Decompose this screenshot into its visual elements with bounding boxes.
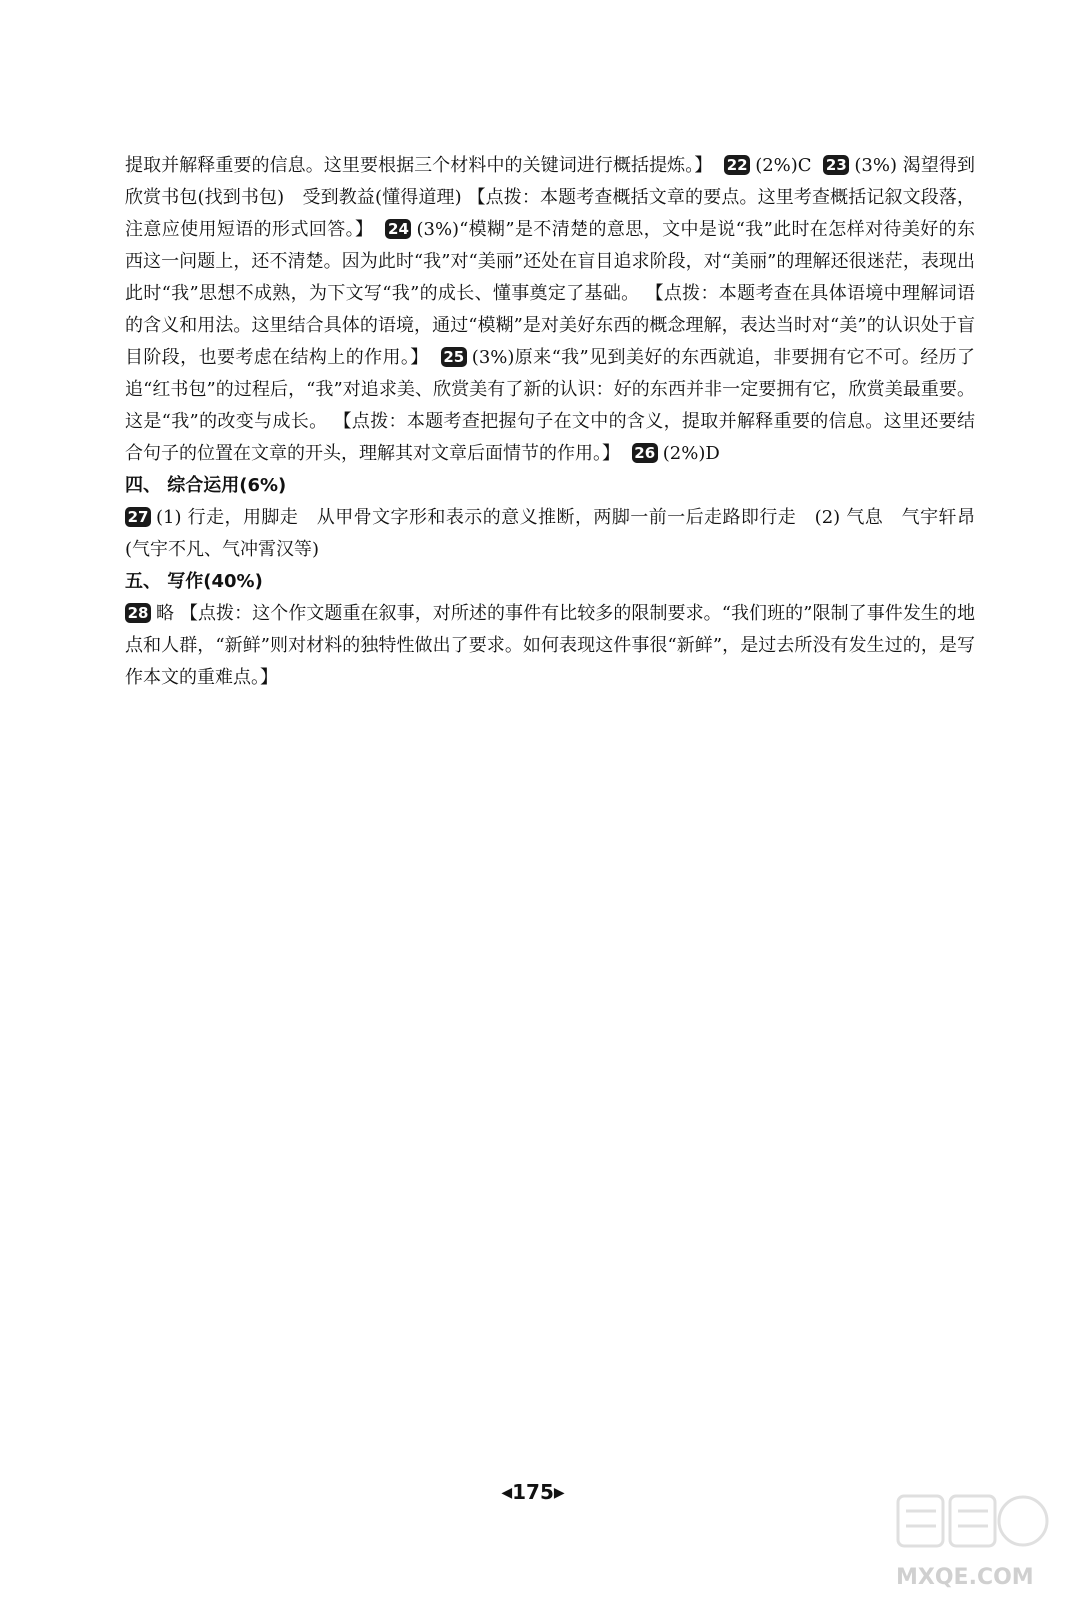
question-number-23: 23 bbox=[823, 155, 849, 175]
answer-24-text: (3%)“模糊”是不清楚的意思，文中是说“我”此时在怎样对待美好的东西这一问题上，还不清楚。因为此时“我”对“美丽”还处在盲目追求阶段，对“美丽”的理解还很迷茫，表现出此时“我”思想不成熟，为下文写“我”的成长、懂事奠定了基础。 【点拨：本题考查在具体语境中理解词语的含义和用法。这里结合具体的语境，通过“模糊”是对美好东西的概念理解，表达当时对“美”的认识处于盲目阶段，也要考虑在结构上的作用。】 bbox=[125, 219, 975, 368]
answer-28-text: 略 【点拨：这个作文题重在叙事，对所述的事件有比较多的限制要求。“我们班的”限制了事件发生的地点和人群，“新鲜”则对材料的独特性做出了要求。如何表现这件事很“新鲜”，是过去所没有发生过的，是写作本文的重难点。】 bbox=[125, 603, 975, 688]
answer-23-text: (3%) 渴望得到 欣赏书包(找到书包) 受到教益(懂得道理) 【点拨：本题考查概括文章的要点。这里考查概括记叙文段落，注意应使用短语的形式回答。】 bbox=[125, 155, 993, 240]
watermark-logo bbox=[888, 1486, 1058, 1596]
answer-paragraph-27 bbox=[125, 502, 975, 566]
answer-content bbox=[125, 150, 993, 694]
left-triangle-icon: ◀ bbox=[501, 1485, 513, 1501]
question-number-25: 25 bbox=[441, 347, 467, 367]
question-number-22: 22 bbox=[724, 155, 750, 175]
question-number-24: 24 bbox=[385, 219, 411, 239]
answer-paragraph-22-26 bbox=[125, 150, 993, 470]
section-heading-5: 五、 写作(40%) bbox=[125, 571, 263, 592]
page-number: 175 bbox=[512, 1480, 554, 1504]
answer-25-text: (3%)原来“我”见到美好的东西就追，非要拥有它不可。经历了追“红书包”的过程后，“我”对追求美、欣赏美有了新的认识：好的东西并非一定要拥有它，欣赏美最重要。这是“我”的改变与成长。 【点拨：本题考查把握句子在文中的含义，提取并解释重要的信息。这里还要结合句子的位置在文章的开头，理解其对文章后面情节的作用。】 bbox=[125, 347, 975, 464]
question-number-26: 26 bbox=[632, 443, 658, 463]
answer-22-text: (2%)C bbox=[755, 155, 812, 176]
watermark-icon bbox=[898, 1496, 1047, 1546]
question-number-28: 28 bbox=[125, 603, 151, 623]
section-heading-4: 四、 综合运用(6%) bbox=[125, 475, 287, 496]
question-number-27: 27 bbox=[125, 507, 151, 527]
answer-21-tail-text: 提取并解释重要的信息。这里要根据三个材料中的关键词进行概括提炼。】 bbox=[125, 155, 713, 176]
answer-paragraph-28 bbox=[125, 598, 975, 694]
answer-27-text: (1) 行走，用脚走 从甲骨文字形和表示的意义推断，两脚一前一后走路即行走 (2) 气息 气宇轩昂(气宇不凡、气冲霄汉等) bbox=[125, 507, 975, 560]
right-triangle-icon: ▶ bbox=[553, 1485, 565, 1501]
watermark-domain: MXQE.COM bbox=[896, 1565, 1034, 1590]
answer-26-text: (2%)D bbox=[662, 443, 720, 464]
